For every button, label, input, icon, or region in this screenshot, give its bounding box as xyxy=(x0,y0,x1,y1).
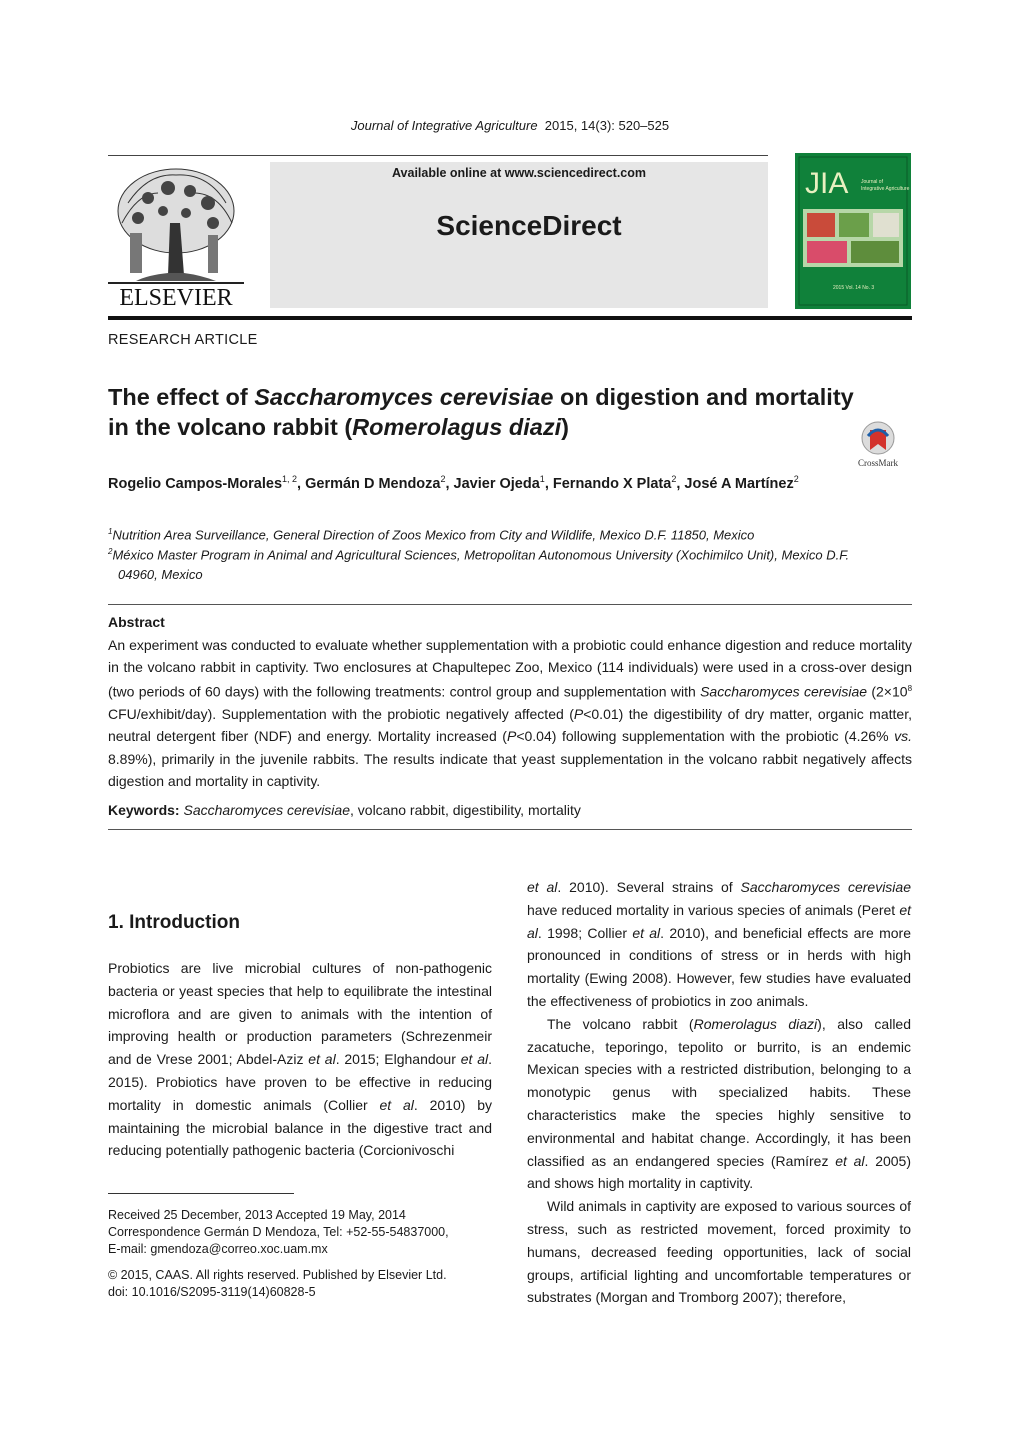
abstract-bottom-rule xyxy=(108,829,912,830)
header-rule xyxy=(108,155,768,156)
elsevier-tree-icon xyxy=(108,163,244,308)
journal-citation xyxy=(0,118,1020,133)
svg-text:Journal of: Journal of xyxy=(861,179,883,185)
author: Fernando X Plata$^2$, xyxy=(552,474,685,492)
title-text: ) xyxy=(561,414,569,440)
keywords: Keywords: Saccharomyces cerevisiae, volcano rabbit, digestibility, mortality xyxy=(108,802,581,818)
journal-cover xyxy=(795,153,911,309)
email[interactable]: E-mail: gmendoza@correo.xoc.uam.mx xyxy=(108,1242,328,1256)
journal-cover-image xyxy=(795,153,911,309)
abstract-heading: Abstract xyxy=(108,614,165,630)
affiliation-1: $^1$Nutrition Area Surveillance, General Direction of Zoos Mexico from City and Wildlife, Mexico D.F. 11850, Mexico xyxy=(108,527,755,543)
sciencedirect-title: ScienceDirect xyxy=(436,210,622,241)
section-heading-introduction: 1. Introduction xyxy=(108,912,240,933)
received-dates: Received 25 December, 2013 Accepted 19 May, 2014 xyxy=(108,1208,406,1222)
journal-name: Journal of Integrative Agriculture xyxy=(350,118,538,133)
abstract-top-rule xyxy=(108,604,912,605)
article-type: RESEARCH ARTICLE xyxy=(108,332,258,348)
available-online-text: Available online at www.sciencedirect.com xyxy=(391,166,647,180)
title-text: on digestion and mortality xyxy=(553,384,854,410)
title-species: Romerolagus diazi xyxy=(352,414,562,440)
affiliation-2: $^2$México Master Program in Animal and Agricultural Sciences, Metropolitan Autonomous University (Xochimilco Unit), Mexico D.F. 04960, Mexico xyxy=(108,547,850,583)
author: José A Martínez$^2$ xyxy=(684,474,799,492)
copyright: © 2015, CAAS. All rights reserved. Published by Elsevier Ltd. xyxy=(108,1268,447,1282)
header-thick-rule xyxy=(108,316,912,320)
crossmark-icon xyxy=(850,420,906,468)
title-species: Saccharomyces cerevisiae xyxy=(254,384,554,410)
correspondence: Correspondence Germán D Mendoza, Tel: +52-55-54837000, xyxy=(108,1225,449,1239)
abstract-text: An experiment was conducted to evaluate whether supplementation with a probiotic could enhance digestion and reduce mortality in the volcano rabbit in captivity. Two enclosures at Chapultepec Zoo, Mexico (114 individuals) were used in a cross-over design (two periods of 60 days) with the following treatments: control group and supplementation with Saccharomyces cerevisiae ($2\times 10^8$ CFU/exhibit/day). Supplementation with the probiotic negatively affected (P<0.01) the digestibility of dry matter, organic matter, neutral detergent fiber (NDF) and energy. Mortality increased (P<0.04) following supplementation with the probiotic (4.26% vs. 8.89%), primarily in the juvenile rabbits. The results indicate that yeast supplementation in the volcano rabbit negatively affects digestion and mortality in captivity. xyxy=(108,637,913,789)
svg-text:CrossMark: CrossMark xyxy=(858,458,898,468)
crossmark-badge[interactable] xyxy=(850,420,906,468)
paragraph: Probiotics are live microbial cultures of non-pathogenic bacteria or yeast species that help to equilibrate the intestinal microflora and are given to animals with the intention of improving health or production parameters (Schrezenmeir and de Vrese 2001; Abdel-Aziz et al. 2015; Elghandour et al. 2015). Probiotics have proven to be effective in reducing mortality in domestic animals (Collier et al. 2010) by maintaining the microbial balance in the digestive tract and reducing potentially pathogenic bacteria (Corcionivoschi xyxy=(108,960,492,1159)
doi[interactable]: doi: 10.1016/S2095-3119(14)60828-5 xyxy=(108,1285,316,1299)
paragraph: The volcano rabbit (Romerolagus diazi), also called zacatuche, teporingo, tepolito or burrito, is an endemic Mexican species with a restricted distribution, belonging to a monotypic genus with specialized habits. These characteristics make the species highly sensitive to environmental and habitat change. Accordingly, it has been classified as an endangered species (Ramírez et al. 2005) and shows high mortality in captivity. xyxy=(527,1015,912,1192)
title-text: in the volcano rabbit ( xyxy=(108,414,353,440)
title-text: The effect of xyxy=(108,384,255,410)
article-title xyxy=(108,382,908,442)
author: Germán D Mendoza$^2$, xyxy=(305,474,454,492)
journal-pages: 2015, 14(3): 520–525 xyxy=(544,118,670,133)
author: Rogelio Campos-Morales$^{1, 2}$, xyxy=(108,474,306,492)
paragraph: et al. 2010). Several strains of Saccharomyces cerevisiae have reduced mortality in various species of animals (Peret et al. 1998; Collier et al. 2010), and beneficial effects are more pronounced in conditions of stress or in herds with high mortality (Ewing 2008). However, few studies have evaluated the effectiveness of probiotics in zoo animals. xyxy=(527,879,911,1009)
author: Javier Ojeda$^1$, xyxy=(453,474,553,492)
author-list xyxy=(108,474,918,492)
body-column-right xyxy=(527,876,911,1309)
body-column-left xyxy=(108,957,492,1162)
svg-text:ELSEVIER: ELSEVIER xyxy=(119,285,233,308)
svg-text:2015 Vol. 14 No. 3: 2015 Vol. 14 No. 3 xyxy=(833,285,875,291)
footnote-rule xyxy=(108,1193,294,1194)
elsevier-logo xyxy=(108,163,244,308)
paragraph: Wild animals in captivity are exposed to various sources of stress, such as restricted movement, forced proximity to humans, decreased feeding opportunities, lack of social groups, artificial lighting and uncomfortable temperatures or substrates (Morgan and Tromborg 2007); therefore, xyxy=(527,1198,911,1306)
svg-text:JIA: JIA xyxy=(805,167,849,200)
svg-text:Integrative Agriculture: Integrative Agriculture xyxy=(861,186,910,192)
